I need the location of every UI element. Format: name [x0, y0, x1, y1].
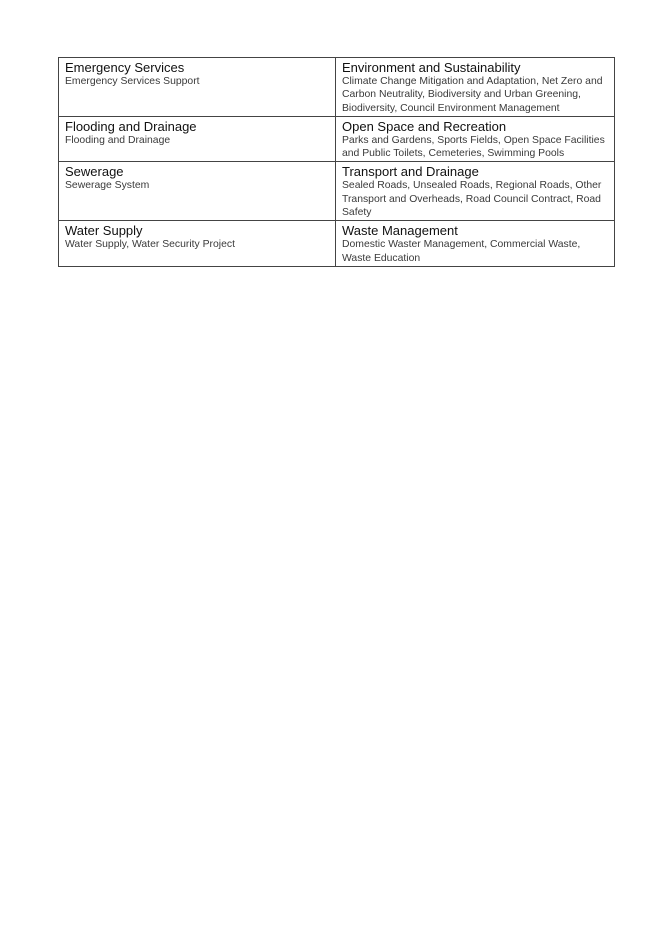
table-cell — [59, 162, 336, 221]
table-row — [59, 162, 615, 221]
service-category-items: Emergency Services Support — [65, 76, 200, 87]
service-category-heading: Environment and Sustainability — [342, 60, 521, 75]
table-row — [59, 221, 615, 267]
services-table — [58, 57, 615, 267]
service-category-items: Parks and Gardens, Sports Fields, Open Space Facilities and Public Toilets, Cemeteries, Swimming Pools — [342, 134, 605, 160]
service-category-heading: Waste Management — [342, 223, 458, 239]
services-table-body — [59, 58, 615, 267]
table-cell — [59, 221, 336, 267]
service-category-heading: Open Space and Recreation — [342, 118, 507, 134]
service-category-items: Water Supply, Water Security Project — [65, 239, 235, 251]
service-category-items: Sealed Roads, Unsealed Roads, Regional Roads, Other Transport and Overheads, Road Council Contract, Road Safety — [342, 180, 602, 219]
service-category-heading: Transport and Drainage — [342, 164, 479, 180]
service-category-heading: Flooding and Drainage — [65, 118, 197, 134]
table-cell — [336, 58, 615, 117]
table-cell — [336, 162, 615, 221]
service-category-items: Climate Change Mitigation and Adaptation, Net Zero and Carbon Neutrality, Biodiversity and Urban Greening, Biodiversity, Council Environment Management — [342, 76, 603, 114]
service-category-items: Domestic Waster Management, Commercial Waste, Waste Education — [342, 239, 581, 264]
service-category-items: Sewerage System — [65, 180, 150, 192]
service-category-heading: Emergency Services — [65, 60, 185, 75]
table-cell — [59, 58, 336, 117]
service-category-heading: Water Supply — [65, 223, 143, 239]
table-cell — [59, 116, 336, 162]
table-cell — [336, 221, 615, 267]
table-row — [59, 116, 615, 162]
service-category-items: Flooding and Drainage — [65, 134, 171, 146]
table-row — [59, 58, 615, 117]
table-cell — [336, 116, 615, 162]
service-category-heading: Sewerage — [65, 164, 124, 180]
